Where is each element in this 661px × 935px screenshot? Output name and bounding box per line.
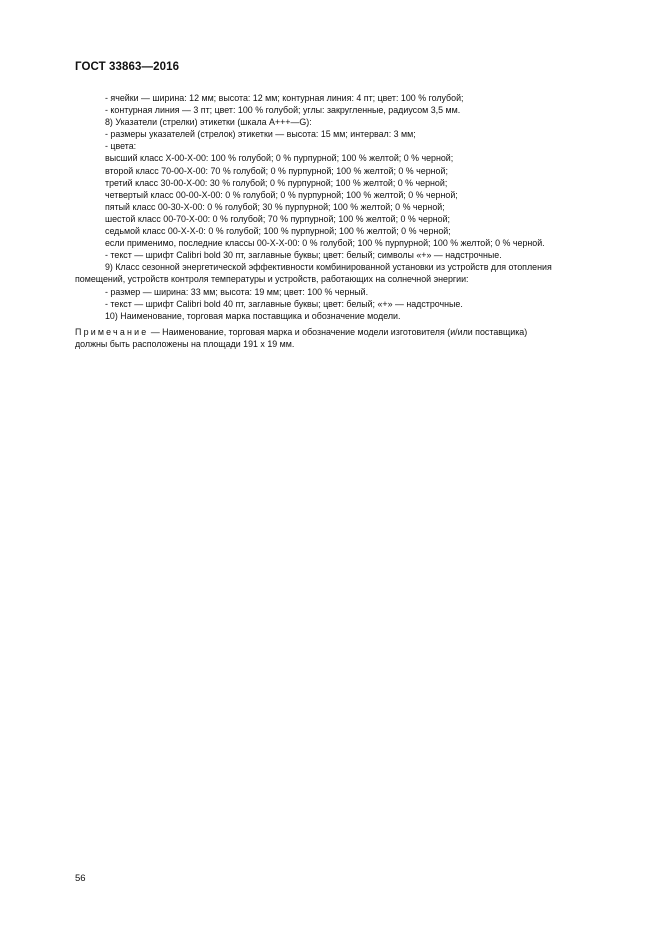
text-line: 8) Указатели (стрелки) этикетки (шкала А+++—G): [105, 117, 312, 128]
page-number: 56 [75, 873, 86, 884]
text-line: - размер — ширина: 33 мм; высота: 19 мм; цвет: 100 % черный. [105, 286, 369, 297]
note-line-1 [75, 326, 620, 338]
text-line: высший класс Х-00-Х-00: 100 % голубой; 0 % пурпурной; 100 % желтой; 0 % черной; [105, 153, 454, 164]
text-line: 9) Класс сезонной энергетической эффективности комбинированной установки из устройств для отопления [105, 262, 552, 273]
note-text: — Наименование, торговая марка и обозначение модели изготовителя (и/или поставщика) [148, 327, 528, 337]
text-line: - текст — шрифт Calibri bold 30 пт, заглавные буквы; цвет: белый; символы «+» — надстрочные. [105, 250, 502, 261]
text-line: седьмой класс 00-Х-Х-0: 0 % голубой; 100 % пурпурной; 100 % желтой; 0 % черной; [105, 226, 451, 237]
note-block [75, 326, 620, 350]
text-line: - размеры указателей (стрелок) этикетки — высота: 15 мм; интервал: 3 мм; [105, 129, 416, 140]
text-line: пятый класс 00-30-Х-00: 0 % голубой; 30 % пурпурной; 100 % желтой; 0 % черной; [105, 201, 445, 212]
note-line-2: должны быть расположены на площади 191 х 19 мм. [75, 339, 295, 350]
text-line: второй класс 70-00-Х-00: 70 % голубой; 0 % пурпурной; 100 % желтой; 0 % черной; [105, 165, 448, 176]
text-line: - текст — шрифт Calibri bold 40 пт, заглавные буквы; цвет: белый; «+» — надстрочные. [105, 298, 463, 309]
text-line: помещений, устройств контроля температуры и устройств, работающих на солнечной энергии: [75, 274, 469, 285]
text-line: - контурная линия — 3 пт; цвет: 100 % голубой; углы: закругленные, радиусом 3,5 мм. [105, 105, 461, 116]
document-body [75, 92, 615, 322]
text-line: третий класс 30-00-Х-00: 30 % голубой; 0 % пурпурной; 100 % желтой; 0 % черной; [105, 177, 448, 188]
text-line: 10) Наименование, торговая марка поставщика и обозначение модели. [105, 310, 401, 321]
document-header: ГОСТ 33863—2016 [75, 61, 180, 73]
text-line: - цвета: [105, 141, 137, 152]
note-label: Примечание [75, 327, 149, 337]
text-line: четвертый класс 00-00-Х-00: 0 % голубой; 0 % пурпурной; 100 % желтой; 0 % черной; [105, 189, 458, 200]
text-line: - ячейки — ширина: 12 мм; высота: 12 мм; контурная линия: 4 пт; цвет: 100 % голубой; [105, 93, 464, 103]
text-line: если применимо, последние классы 00-Х-Х-00: 0 % голубой; 100 % пурпурной; 100 % желтой; 0 % черной. [105, 238, 545, 249]
text-line: шестой класс 00-70-Х-00: 0 % голубой; 70 % пурпурной; 100 % желтой; 0 % черной; [105, 213, 451, 224]
